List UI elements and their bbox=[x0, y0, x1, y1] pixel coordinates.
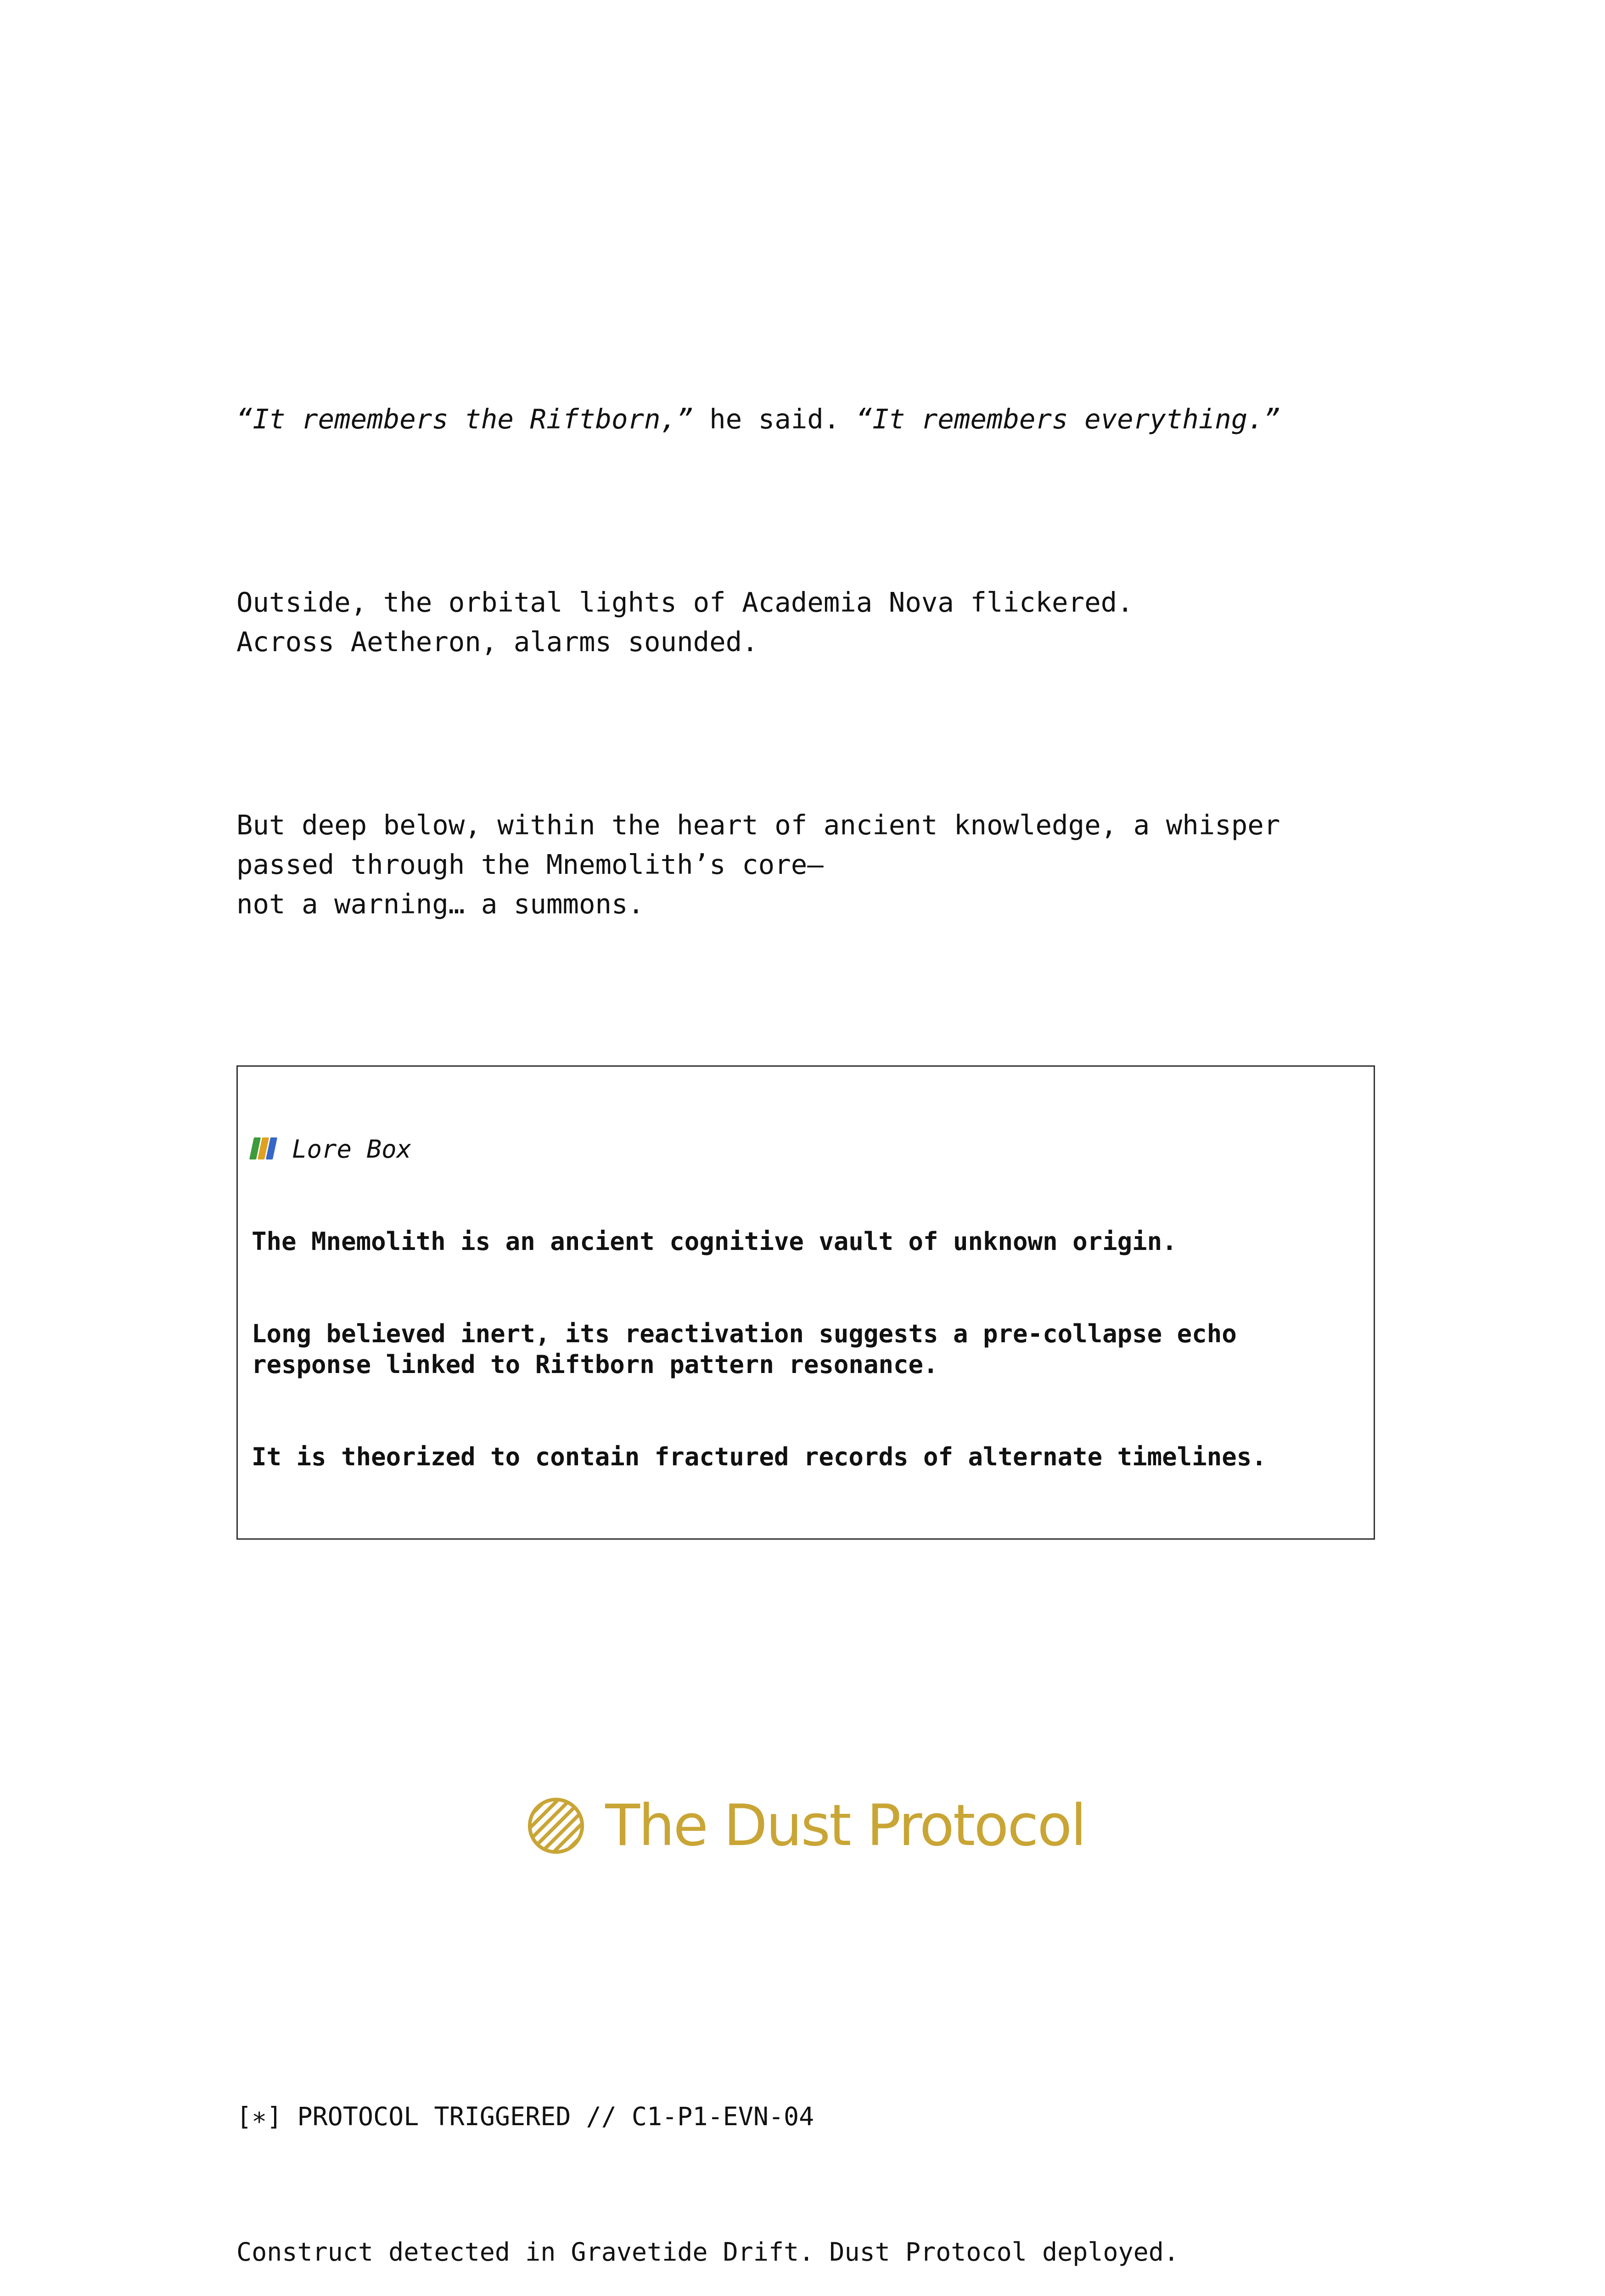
section-title: The Dust Protocol bbox=[605, 1793, 1085, 1859]
paragraph-line: Outside, the orbital lights of Academia Nova flickered. bbox=[236, 586, 1134, 618]
protocol-trigger-line: [∗] PROTOCOL TRIGGERED // C1-P1-EVN-04 bbox=[236, 2102, 814, 2131]
opening-quote bbox=[236, 400, 1375, 439]
section-heading bbox=[236, 1787, 1375, 1865]
lore-box-title: Lore Box bbox=[292, 1135, 412, 1164]
quote-text-2: “It remembers everything.” bbox=[856, 403, 1280, 435]
paragraph-line: Across Aetheron, alarms sounded. bbox=[236, 626, 758, 658]
lore-box bbox=[236, 1065, 1375, 1540]
paragraph bbox=[236, 805, 1375, 924]
paragraph bbox=[236, 583, 1375, 662]
lore-line: It is theorized to contain fractured records of alternate timelines. bbox=[252, 1442, 1267, 1471]
lore-line: The Mnemolith is an ancient cognitive vault of unknown origin. bbox=[252, 1227, 1177, 1256]
books-icon bbox=[252, 1137, 280, 1161]
lore-box-header bbox=[252, 1134, 1360, 1165]
quote-attribution: he said. bbox=[693, 403, 856, 435]
protocol-summary: Construct detected in Gravetide Drift. Dust Protocol deployed. bbox=[236, 2237, 1179, 2267]
paragraph-line: not a warning… a summons. bbox=[236, 888, 645, 920]
lore-line: Long believed inert, its reactivation suggests a pre-collapse echo response linked to Riftborn pattern resonance. bbox=[252, 1319, 1252, 1379]
protocol-block bbox=[236, 2025, 1375, 2296]
hatched-circle-icon bbox=[526, 1796, 586, 1856]
paragraph-line: But deep below, within the heart of ancient knowledge, a whisper passed through the Mnemolith’s core— bbox=[236, 809, 1296, 880]
quote-text: “It remembers the Riftborn,” bbox=[236, 403, 693, 435]
document-body bbox=[236, 281, 1375, 2296]
